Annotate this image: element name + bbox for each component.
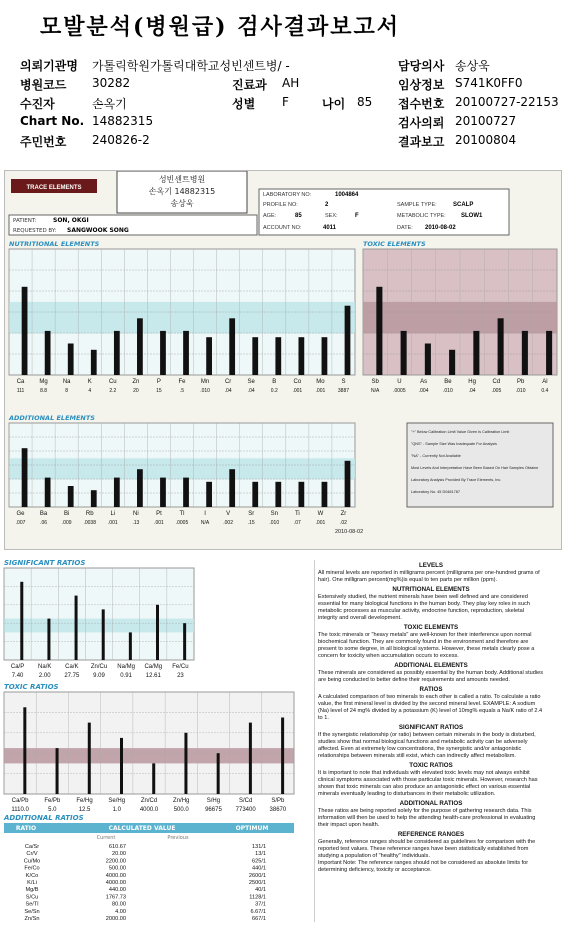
addr-ratio-1: Cr/V bbox=[26, 851, 38, 858]
header-mid-1-value: F bbox=[282, 95, 289, 109]
additional-label-Rb: Rb bbox=[85, 511, 94, 517]
ratio-charts bbox=[2, 558, 298, 927]
addr-ratio-3: Fe/Co bbox=[24, 865, 40, 872]
nutritional-label-Na: Na bbox=[62, 379, 71, 385]
addr-col-current: Current bbox=[96, 835, 116, 841]
addr-current-1: 20.00 bbox=[112, 851, 126, 858]
toxic-label-Cd: Cd bbox=[492, 379, 501, 385]
nutri-heading: NUTRITIONAL ELEMENTS bbox=[392, 586, 470, 593]
toxic-bar-Be bbox=[449, 350, 455, 375]
toxr-label-Zn/Cd: Zn/Cd bbox=[140, 798, 158, 804]
nutritional-value-Se: .04 bbox=[247, 388, 255, 394]
sig-value-Na/K: 2.00 bbox=[38, 673, 51, 679]
nutritional-bar-B bbox=[275, 337, 281, 375]
header-left-1-value: 30282 bbox=[92, 76, 131, 90]
addr-current-6: 440.00 bbox=[108, 887, 126, 894]
addr-optimum-8: 37/1 bbox=[255, 901, 266, 908]
nutritional-bar-Mg bbox=[45, 331, 51, 375]
addr-current-2: 2200.00 bbox=[105, 858, 126, 865]
toxic-label-Al: Al bbox=[542, 379, 548, 385]
addr-ratio-9: Se/Sn bbox=[24, 908, 40, 915]
nutritional-value-Ca: 111 bbox=[16, 388, 25, 394]
sig-value-Zn/Cu: 9.09 bbox=[93, 673, 105, 679]
nutritional-bar-Na bbox=[68, 344, 74, 376]
toxic-value-As: .004 bbox=[418, 388, 429, 394]
sig-bar-Na/Mg bbox=[129, 632, 132, 660]
additional-value-Ti: .07 bbox=[293, 520, 301, 526]
toxr-value-Fe/Pb: 5.0 bbox=[48, 807, 57, 813]
add-text: These minerals are considered as possibly essential by the human body. Additional studies are being conducted to better define their requirements and amounts needed. bbox=[318, 670, 544, 683]
toxr-bar-S/Hg bbox=[217, 753, 220, 794]
metabolic-value: SLOW1 bbox=[461, 213, 483, 219]
additional-value-Sr: .15 bbox=[247, 520, 255, 526]
nutritional-label-S: S bbox=[341, 379, 346, 385]
nutritional-label-B: B bbox=[272, 379, 277, 385]
sample-type-label: SAMPLE TYPE: bbox=[397, 202, 437, 208]
additional-bar-W bbox=[322, 482, 328, 507]
addr-ratio-2: Cu/Mo bbox=[23, 858, 41, 865]
additional-value-Pt: .001 bbox=[154, 520, 164, 526]
patient-label: PATIENT: bbox=[13, 218, 37, 224]
header-left-3-label: Chart No. bbox=[20, 114, 85, 128]
requested-label: REQUESTED BY: bbox=[13, 228, 57, 234]
additional-label-Ba: Ba bbox=[39, 511, 48, 517]
addr-heading: ADDITIONAL RATIOS bbox=[4, 814, 84, 822]
addr-ratio-10: Zn/Sn bbox=[24, 916, 40, 922]
nutritional-value-Cu: 2.2 bbox=[109, 388, 117, 394]
addr-heading: ADDITIONAL RATIOS bbox=[399, 800, 463, 807]
addr-optimum-3: 440/1 bbox=[252, 865, 266, 872]
addr-current-4: 4000.00 bbox=[105, 872, 126, 879]
nutritional-bar-Mo bbox=[322, 337, 328, 375]
sig-label-Na/K: Na/K bbox=[38, 664, 52, 670]
toxic-value-U: .0005 bbox=[393, 388, 406, 394]
additional-value-I: N/A bbox=[200, 520, 210, 526]
toxr-value-Fe/Hg: 12.5 bbox=[78, 807, 91, 813]
nutritional-label-Mg: Mg bbox=[39, 379, 48, 385]
logo-text: TRACE ELEMENTS bbox=[26, 185, 82, 191]
ref-text: Generally, reference ranges should be considered as guidelines for comparison with the reported test values. These reference ranges have been statistically established from studying a population of "healthy" individuals. bbox=[318, 839, 536, 859]
sig-heading: SIGNIFICANT RATIOS bbox=[4, 559, 86, 567]
addr-col-ratio: RATIO bbox=[15, 825, 37, 832]
additional-label-W: W bbox=[317, 511, 324, 517]
age-value: 85 bbox=[295, 213, 302, 219]
additional-value-Li: .001 bbox=[107, 520, 118, 526]
toxic-label-Hg: Hg bbox=[468, 379, 476, 385]
stamp-line-1: 손옥기 14882315 bbox=[148, 187, 216, 196]
toxic-bar-Al bbox=[546, 331, 552, 375]
sig-bar-Na/K bbox=[47, 619, 50, 660]
additional-bar-Ge bbox=[22, 448, 28, 507]
nutritional-bar-Cu bbox=[114, 331, 120, 375]
nutritional-bar-Fe bbox=[183, 331, 189, 375]
additional-label-Li: Li bbox=[110, 511, 116, 517]
toxic-value-Pb: .010 bbox=[515, 388, 526, 394]
nutritional-value-Co: .001 bbox=[292, 388, 303, 394]
toxic-bar-Sb bbox=[376, 287, 382, 375]
additional-value-Ba: .06 bbox=[40, 520, 48, 526]
additional-value-V: .002 bbox=[223, 520, 234, 526]
toxr-bar-Ca/Pb bbox=[23, 707, 26, 794]
lab-no-label: LABORATORY NO: bbox=[263, 192, 312, 198]
addr-current-0: 610.67 bbox=[108, 844, 126, 850]
sig-bar-Fe/Cu bbox=[183, 623, 186, 660]
sig-panel bbox=[4, 568, 194, 660]
sig-label-Ca/Mg: Ca/Mg bbox=[144, 664, 163, 670]
account-value: 4011 bbox=[323, 225, 337, 231]
additional-value-Rb: .0038 bbox=[83, 520, 96, 526]
additional-bar-Pt bbox=[160, 478, 166, 507]
nutritional-label-Co: Co bbox=[293, 379, 302, 385]
header-left-0-label: 의뢰기관명 bbox=[20, 59, 78, 73]
addr-current-3: 500.00 bbox=[108, 865, 126, 872]
addr-ratio-5: K/Li bbox=[27, 880, 37, 886]
additional-value-W: .001 bbox=[315, 520, 326, 526]
header-mid-2-label: 나이 bbox=[322, 97, 346, 111]
nutritional-label-P: P bbox=[156, 379, 161, 385]
header-left-2-value: 손옥기 bbox=[92, 97, 127, 111]
nutritional-bar-Se bbox=[252, 337, 258, 375]
nutritional-value-K: 4 bbox=[88, 388, 92, 394]
toxr-bar-S/Pb bbox=[281, 718, 284, 795]
add-heading: ADDITIONAL ELEMENTS bbox=[394, 662, 468, 669]
sig-value-Na/Mg: 0.91 bbox=[120, 673, 132, 679]
addr-optimum-9: 6.67/1 bbox=[250, 908, 266, 915]
addr-col-previous: Previous bbox=[167, 835, 189, 841]
addr-col-optimum: OPTIMUM bbox=[235, 825, 269, 832]
additional-label-Ni: Ni bbox=[133, 511, 139, 517]
toxr-bar-Fe/Hg bbox=[88, 723, 91, 794]
nutritional-value-B: 0.2 bbox=[270, 388, 278, 394]
header-right-2-label: 접수번호 bbox=[398, 97, 445, 111]
sig-bar-Zn/Cu bbox=[102, 609, 105, 660]
header-right-0-value: 송상욱 bbox=[455, 59, 490, 73]
header-left-3-value: 14882315 bbox=[92, 114, 154, 128]
additional-label-Pt: Pt bbox=[156, 511, 162, 517]
nutritional-label-Mo: Mo bbox=[316, 379, 325, 385]
additional-label-V: V bbox=[226, 511, 231, 517]
toxic-label-U: U bbox=[397, 379, 402, 385]
sex-value: F bbox=[355, 213, 359, 219]
nutritional-label-Fe: Fe bbox=[178, 379, 186, 385]
addr-optimum-2: 625/1 bbox=[252, 858, 266, 865]
toxr-label-Fe/Pb: Fe/Pb bbox=[44, 798, 61, 804]
addr-current-8: 80.00 bbox=[112, 901, 126, 908]
nutritional-bar-Mn bbox=[206, 337, 212, 375]
nutritional-value-Fe: .5 bbox=[179, 388, 185, 394]
nutritional-value-S: 3887 bbox=[337, 388, 350, 394]
additional-bar-Bi bbox=[68, 486, 74, 507]
toxr-label-S/Cd: S/Cd bbox=[238, 798, 253, 804]
nutritional-label-Ca: Ca bbox=[16, 379, 25, 385]
nutritional-bar-Zn bbox=[137, 318, 143, 375]
sig-text: If the synergistic relationship (or ratio) between certain minerals in the body is disturbed, studies show that normal biological functions and metabolic activity can be adversely affected. Even at extremely low concentrations, the synergistic and/or antagonistic relationships between minerals still exist, which can indirectly affect metabolism. bbox=[318, 732, 536, 759]
additional-label-Bi: Bi bbox=[63, 511, 70, 517]
profile-no-value: 2 bbox=[325, 202, 329, 208]
toxr-bar-Zn/Cd bbox=[152, 763, 155, 794]
date-value: 2010-08-02 bbox=[425, 225, 456, 231]
addr-optimum-10: 667/1 bbox=[252, 916, 266, 922]
page-title: 모발분석(병원급) 검사결과보고서 bbox=[39, 14, 400, 40]
nutritional-label-Cr: Cr bbox=[224, 379, 232, 385]
header-mid-0-label: 진료과 bbox=[232, 78, 267, 92]
nutritional-band bbox=[9, 302, 355, 334]
toxr-heading: TOXIC RATIOS bbox=[4, 683, 59, 691]
note-4: Laboratory Analysis Provided By Trace Elements, Inc. bbox=[411, 478, 502, 482]
addr-optimum-0: 131/1 bbox=[252, 844, 266, 850]
levels-text: All mineral levels are reported in milligrams percent (milligrams per one-hundred grams of hair). One milligram percent(mg%)is equal to ten parts per million (ppm). bbox=[318, 570, 540, 583]
sig-value-Ca/Mg: 12.61 bbox=[145, 673, 161, 679]
header-left-0-value: 가톨릭학원가톨릭대학교성빈센트병/ - bbox=[92, 59, 290, 73]
addr-col-calc: CALCULATED VALUE bbox=[108, 825, 176, 832]
toxic-label-Pb: Pb bbox=[516, 379, 525, 385]
toxr-bar-S/Cd bbox=[249, 723, 252, 794]
sig-label-Ca/K: Ca/K bbox=[65, 664, 79, 670]
nutritional-bar-S bbox=[345, 306, 351, 375]
addr-ratio-6: Mg/B bbox=[25, 887, 39, 894]
toxr-value-Ca/Pb: 1110.0 bbox=[11, 807, 29, 813]
toxic-value-Be: .010 bbox=[443, 388, 453, 394]
header-mid-0-value: AH bbox=[282, 76, 300, 90]
notes-box bbox=[407, 423, 553, 507]
ratios-heading: RATIOS bbox=[419, 686, 443, 693]
toxr-label-Se/Hg: Se/Hg bbox=[108, 798, 126, 804]
nutritional-bar-Ca bbox=[22, 287, 28, 375]
note-0: "+" Below Calibration Limit Value Given Is Calibration Limit bbox=[411, 430, 510, 434]
header-left-1-label: 병원코드 bbox=[20, 78, 67, 92]
toxic-bar-As bbox=[425, 344, 431, 376]
toxic-value-Cd: .005 bbox=[491, 388, 502, 394]
nutritional-bar-K bbox=[91, 350, 97, 375]
toxr-value-S/Pb: 38670 bbox=[269, 807, 287, 813]
addr-ratio-4: K/Co bbox=[25, 872, 39, 879]
patient-value: SON, OKGI bbox=[53, 217, 89, 224]
addr-ratio-0: Ca/Sr bbox=[24, 844, 40, 850]
header-left-4-label: 주민번호 bbox=[20, 135, 67, 149]
profile-no-label: PROFILE NO: bbox=[263, 202, 298, 208]
header-left-4-value: 240826-2 bbox=[92, 133, 150, 147]
header-mid-2-value: 85 bbox=[357, 95, 373, 109]
sig-bar-Ca/Mg bbox=[156, 605, 159, 660]
additional-band bbox=[9, 458, 355, 479]
additional-bar-Ni bbox=[137, 469, 143, 507]
ref-heading: REFERENCE RANGES bbox=[397, 831, 465, 838]
toxr-value-Zn/Cd: 4000.0 bbox=[139, 807, 159, 813]
important-note: Important Note: The reference ranges should not be considered as absolute limits for determining deficiency, toxicity or acceptance. bbox=[318, 860, 529, 873]
toxr-bar-Fe/Pb bbox=[56, 748, 59, 794]
date-label: DATE: bbox=[397, 225, 413, 231]
toxic-label-As: As bbox=[420, 379, 428, 385]
sig-label-Zn/Cu: Zn/Cu bbox=[90, 664, 108, 670]
additional-bar-Zr bbox=[345, 461, 351, 507]
sample-type-value: SCALP bbox=[453, 202, 474, 208]
toxr-label-Fe/Hg: Fe/Hg bbox=[76, 798, 93, 804]
sig-value-Ca/K: 27.75 bbox=[64, 673, 80, 679]
nutritional-label-K: K bbox=[87, 379, 92, 385]
note-1: "QNS" - Sample Size Was Inadequate For Analysis bbox=[411, 442, 497, 446]
nutri-text: Extensively studied, the nutrient minerals have been well defined and are considered essential for many biological functions in the human body. They play key roles in such metabolic processes as muscular activity, endocrine function, reproduction, skeletal integrity and overall development. bbox=[318, 594, 530, 621]
additional-date: 2010-08-02 bbox=[335, 529, 364, 535]
toxic-value-Hg: .04 bbox=[468, 388, 476, 394]
sig-band bbox=[4, 619, 194, 633]
account-label: ACCOUNT NO: bbox=[263, 225, 302, 231]
additional-value-Ni: .13 bbox=[132, 520, 140, 526]
additional-label-I: I bbox=[204, 511, 206, 517]
addr-optimum-6: 40/1 bbox=[255, 887, 266, 894]
additional-bar-Ti bbox=[298, 482, 304, 507]
toxr-bar-Se/Hg bbox=[120, 738, 123, 794]
toxic-value-Al: 0.4 bbox=[541, 388, 549, 394]
additional-bar-Sr bbox=[252, 482, 258, 507]
addr-current-5: 4000.00 bbox=[105, 880, 126, 886]
nutritional-value-Zn: 20 bbox=[133, 388, 139, 394]
addr-optimum-1: 13/1 bbox=[255, 851, 266, 858]
header-right-4-label: 결과보고 bbox=[398, 135, 445, 149]
addr-optimum-4: 2600/1 bbox=[248, 872, 266, 879]
toxic-heading: TOXIC ELEMENTS bbox=[403, 624, 459, 631]
additional-value-Bi: .009 bbox=[61, 520, 72, 526]
header-right-3-label: 검사의뢰 bbox=[398, 116, 445, 130]
toxic-heading: TOXIC ELEMENTS bbox=[363, 240, 426, 248]
tox-text: It is important to note that individuals with elevated toxic levels may not always exhibit clinical symptoms associated with those particular toxic minerals. However, research has shown that toxic minerals can also produce an antagonistic effect on various essential minerals eventually leading to disturbances in their metabolic utilization. bbox=[318, 770, 538, 797]
toxr-value-Zn/Hg: 500.0 bbox=[173, 807, 189, 813]
nutritional-heading: NUTRITIONAL ELEMENTS bbox=[9, 240, 100, 248]
sig-value-Fe/Cu: 23 bbox=[177, 673, 184, 679]
nutritional-value-Cr: .04 bbox=[224, 388, 232, 394]
header-right-2-value: 20100727-22153 bbox=[455, 95, 559, 109]
nutritional-value-Mg: 8.8 bbox=[40, 388, 48, 394]
toxic-value-Sb: N/A bbox=[370, 388, 380, 394]
nutritional-value-Mn: .010 bbox=[200, 388, 210, 394]
toxic-label-Sb: Sb bbox=[371, 379, 379, 385]
requested-value: SANGWOOK SONG bbox=[67, 227, 129, 234]
nutritional-value-Mo: .001 bbox=[315, 388, 326, 394]
additional-bar-Sn bbox=[275, 482, 281, 507]
toxic-text: The toxic minerals or "heavy metals" are well-known for their interference upon normal biochemical function. They are commonly found in the environment and therefore are present to some degree, in all biological systems. However, these metals clearly pose a concern for toxicity when accumulation occurs to excess. bbox=[318, 632, 535, 659]
addr-current-9: 4.00 bbox=[115, 908, 126, 915]
header-right-1-value: S741K0FF0 bbox=[455, 76, 523, 90]
additional-value-Ge: .007 bbox=[15, 520, 26, 526]
additional-value-Tl: .0005 bbox=[175, 520, 189, 526]
additional-bar-Tl bbox=[183, 478, 189, 507]
additional-bar-Li bbox=[114, 478, 120, 507]
note-5: Laboratory No. 45 D0481787 bbox=[411, 490, 460, 494]
toxic-label-Be: Be bbox=[444, 379, 452, 385]
header-left-2-label: 수진자 bbox=[20, 97, 55, 111]
nutritional-label-Mn: Mn bbox=[200, 379, 210, 385]
sig-label-Ca/P: Ca/P bbox=[10, 664, 25, 670]
hair-analysis-report bbox=[4, 170, 562, 550]
legend-text bbox=[314, 560, 544, 922]
toxr-value-S/Cd: 773400 bbox=[235, 807, 256, 813]
nutritional-value-Na: 8 bbox=[65, 388, 69, 394]
addr-ratio-7: S/Cu bbox=[25, 894, 39, 901]
additional-bar-Ba bbox=[45, 478, 51, 507]
header-right-1-label: 임상정보 bbox=[398, 78, 445, 92]
header-right-3-value: 20100727 bbox=[455, 114, 517, 128]
toxr-label-Ca/Pb: Ca/Pb bbox=[11, 798, 29, 804]
sig-label-Na/Mg: Na/Mg bbox=[117, 664, 135, 670]
additional-value-Sn: .010 bbox=[269, 520, 280, 526]
sig-bar-Ca/K bbox=[75, 596, 78, 660]
nutritional-bar-P bbox=[160, 331, 166, 375]
note-2: "NA" - Currently Not Available bbox=[411, 454, 461, 458]
addr-optimum-5: 2500/1 bbox=[248, 880, 266, 886]
additional-label-Ge: Ge bbox=[16, 511, 25, 517]
metabolic-label: METABOLIC TYPE: bbox=[397, 213, 446, 219]
toxr-bar-Zn/Hg bbox=[184, 733, 187, 794]
header-right-0-label: 담당의사 bbox=[398, 59, 445, 73]
toxr-label-Zn/Hg: Zn/Hg bbox=[173, 798, 190, 804]
toxic-bar-Hg bbox=[473, 331, 479, 375]
header-mid-1-label: 성별 bbox=[232, 97, 256, 111]
nutritional-bar-Cr bbox=[229, 318, 235, 375]
nutritional-label-Se: Se bbox=[247, 379, 255, 385]
sig-bar-Ca/P bbox=[20, 582, 23, 660]
toxr-label-S/Pb: S/Pb bbox=[271, 798, 285, 804]
toxr-label-S/Hg: S/Hg bbox=[206, 798, 221, 804]
sig-value-Ca/P: 7.40 bbox=[11, 673, 24, 679]
additional-label-Tl: Tl bbox=[179, 511, 185, 517]
sig-label-Fe/Cu: Fe/Cu bbox=[172, 664, 189, 670]
age-label: AGE: bbox=[263, 213, 277, 219]
additional-label-Sn: Sn bbox=[270, 511, 278, 517]
stamp-line-2: 송상욱 bbox=[170, 199, 194, 208]
tox-heading: TOXIC RATIOS bbox=[409, 762, 453, 769]
addr-current-7: 1767.73 bbox=[105, 894, 126, 901]
additional-bar-V bbox=[229, 469, 235, 507]
lab-no-value: 1004864 bbox=[335, 192, 359, 198]
toxic-bar-Cd bbox=[498, 318, 504, 375]
additional-bar-Rb bbox=[91, 490, 97, 507]
addr-text: These ratios are being reported solely for the purpose of gathering research data. This information will then be used to help the attending health-care professional in evaluating their impact upon health. bbox=[318, 808, 536, 828]
additional-label-Sr: Sr bbox=[248, 511, 255, 517]
additional-label-Zr: Zr bbox=[340, 511, 347, 517]
nutritional-label-Cu: Cu bbox=[108, 379, 117, 385]
nutritional-bar-Co bbox=[298, 337, 304, 375]
additional-label-Ti: Ti bbox=[294, 511, 300, 517]
nutritional-value-P: 15 bbox=[156, 388, 162, 394]
header-right-4-value: 20100804 bbox=[455, 133, 517, 147]
toxr-value-Se/Hg: 1.0 bbox=[112, 807, 121, 813]
note-3: Most Levels And Interpretation Have Been Based On Hair Samples Obtaine bbox=[411, 466, 539, 470]
additional-heading: ADDITIONAL ELEMENTS bbox=[9, 414, 95, 422]
sex-label: SEX: bbox=[325, 213, 338, 219]
toxic-bar-U bbox=[401, 331, 407, 375]
sig-heading: SIGNIFICANT RATIOS bbox=[398, 724, 464, 731]
addr-current-10: 2000.00 bbox=[105, 916, 126, 922]
levels-heading: LEVELS bbox=[418, 562, 444, 569]
stamp-line-0: 성빈센트병원 bbox=[158, 175, 206, 184]
ratios-text: A calculated comparison of two minerals to each other is called a ratio. To calculate a ratio value, the first mineral level is divided by the second mineral level. EXAMPLE: A sodium (Na) level of 24 mg% divided by a potassium (K) level of 10mg% equals a Na/K ratio of 2.4 to 1. bbox=[318, 694, 543, 721]
report-graphic bbox=[5, 171, 561, 549]
toxr-value-S/Hg: 96675 bbox=[205, 807, 222, 813]
addr-optimum-7: 1128/1 bbox=[249, 894, 266, 901]
toxic-bar-Pb bbox=[522, 331, 528, 375]
nutritional-label-Zn: Zn bbox=[132, 379, 140, 385]
additional-value-Zr: .02 bbox=[339, 520, 347, 526]
addr-ratio-8: Se/Tl bbox=[25, 901, 39, 908]
additional-bar-I bbox=[206, 482, 212, 507]
